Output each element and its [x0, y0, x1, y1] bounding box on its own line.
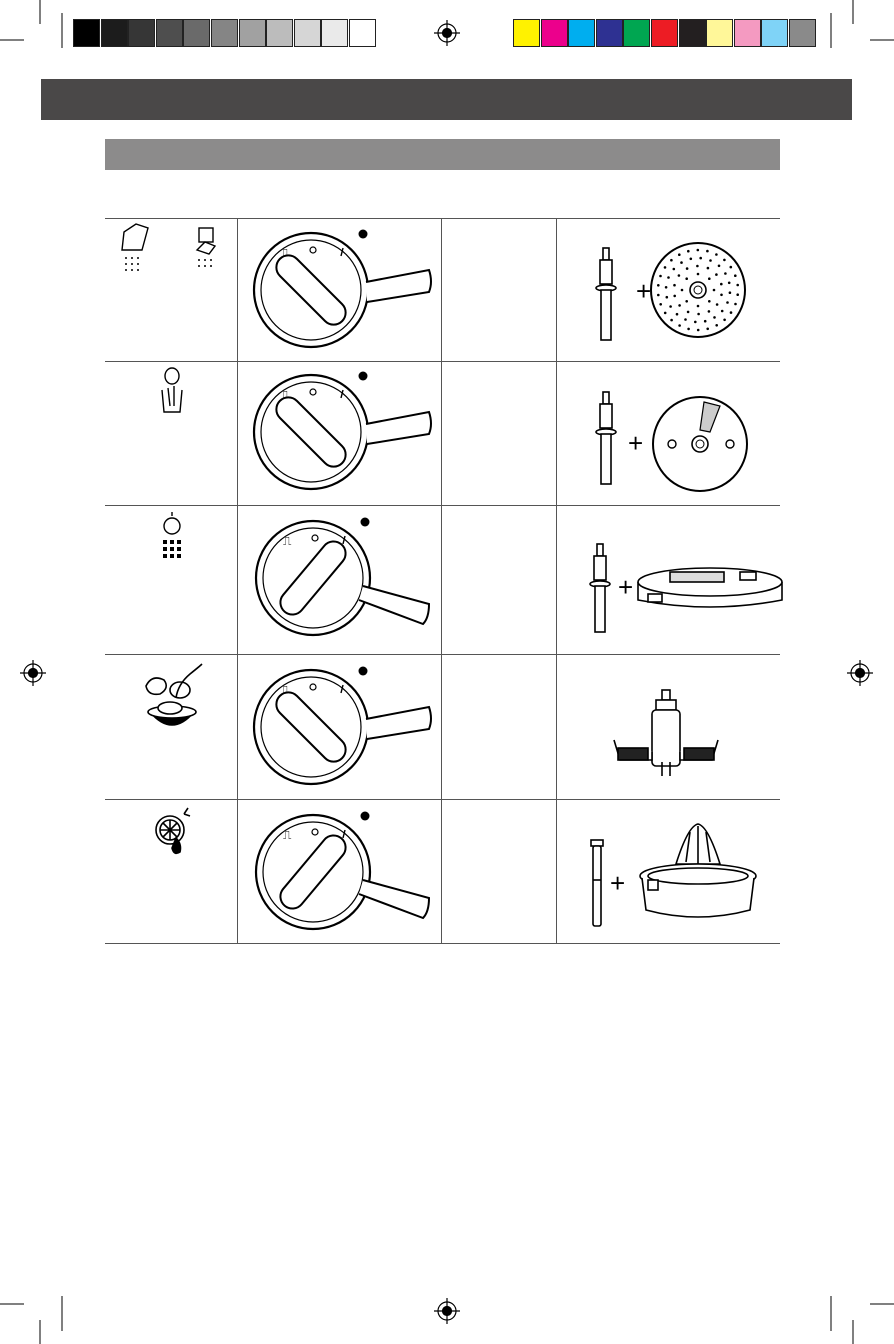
disc-hole [709, 259, 712, 262]
disc-hole [736, 284, 739, 287]
dicing-icon [163, 512, 181, 558]
disc-hole [708, 277, 711, 280]
disc-hole [676, 313, 679, 316]
disc-hole [706, 250, 709, 253]
disc-hole [681, 289, 684, 292]
adapter-shaft-icon [590, 544, 610, 632]
adapter-shaft-icon [596, 392, 616, 484]
disc-hole [687, 311, 690, 314]
disc-hole [686, 267, 689, 270]
disc-hole [697, 313, 700, 316]
disc-hole [673, 268, 676, 271]
disc-hole [696, 265, 699, 268]
disc-hole [718, 265, 721, 268]
disc-hole [708, 310, 711, 313]
disc-hole [715, 253, 718, 256]
disc-hole [697, 305, 700, 308]
disc-hole [728, 282, 731, 285]
adapter-shaft-icon [596, 248, 616, 340]
disc-hole [657, 294, 660, 297]
disc-hole [664, 266, 667, 269]
disc-hole [678, 304, 681, 307]
disc-hole [697, 249, 700, 252]
speed-dial-icon [254, 230, 431, 348]
disc-hole [729, 291, 732, 294]
disc-hole [704, 320, 707, 323]
disc-hole [694, 321, 697, 324]
disc-hole [715, 273, 718, 276]
shred-fine-icon [122, 224, 148, 271]
disc-hole [730, 311, 733, 314]
disc-hole [685, 277, 688, 280]
disc-hole [659, 303, 662, 306]
disc-hole [708, 300, 711, 303]
speed-dial-icon [254, 372, 431, 490]
disc-hole [670, 319, 673, 322]
disc-hole [673, 284, 676, 287]
plus-sign: + [610, 868, 626, 898]
citrus-press-icon [640, 824, 756, 917]
disc-hole [706, 328, 709, 331]
disc-hole [699, 257, 702, 260]
disc-hole [734, 303, 737, 306]
speed-dial-icon [256, 812, 429, 930]
plus-sign: + [628, 428, 644, 458]
plus-sign: + [636, 276, 652, 306]
disc-hole [721, 310, 724, 313]
disc-hole [684, 318, 687, 321]
disc-hole [723, 259, 726, 262]
disc-hole [713, 316, 716, 319]
disc-hole [664, 312, 667, 315]
disc-hole [720, 294, 723, 297]
disc-hole [667, 276, 670, 279]
egg-whip-icon [614, 690, 718, 776]
disc-hole [685, 300, 688, 303]
disc-hole [716, 303, 719, 306]
disc-hole [736, 293, 739, 296]
disc-hole [723, 319, 726, 322]
disc-hole [734, 274, 737, 277]
disc-hole [670, 259, 673, 262]
disc-hole [678, 274, 681, 277]
disc-hole [697, 273, 700, 276]
dicing-kit-icon [638, 568, 782, 607]
speed-dial-icon [254, 667, 431, 785]
disc-hole [713, 289, 716, 292]
disc-hole [678, 324, 681, 327]
citrus-icon [156, 808, 190, 853]
disc-hole [690, 258, 693, 261]
french-fry-disc-icon [653, 397, 747, 491]
disc-hole [673, 295, 676, 298]
disc-hole [659, 275, 662, 278]
shred-coarse-icon [197, 228, 215, 267]
citrus-shaft-icon [591, 840, 603, 926]
french-fry-icon [162, 368, 182, 412]
disc-hole [669, 305, 672, 308]
shredding-disc-icon [651, 243, 745, 337]
disc-hole [665, 286, 668, 289]
speed-dial-icon [256, 518, 429, 636]
disc-hole [697, 329, 700, 332]
disc-hole [687, 250, 690, 253]
disc-hole [680, 261, 683, 264]
disc-hole [666, 296, 669, 299]
disc-hole [730, 266, 733, 269]
disc-hole [715, 324, 718, 327]
disc-hole [726, 301, 729, 304]
disc-hole [678, 253, 681, 256]
disc-hole [720, 283, 723, 286]
whisk-egg-icon [146, 664, 202, 725]
disc-hole [657, 284, 660, 287]
disc-hole [724, 272, 727, 275]
disc-hole [687, 328, 690, 331]
disc-hole [707, 267, 710, 270]
plus-sign: + [618, 572, 634, 602]
